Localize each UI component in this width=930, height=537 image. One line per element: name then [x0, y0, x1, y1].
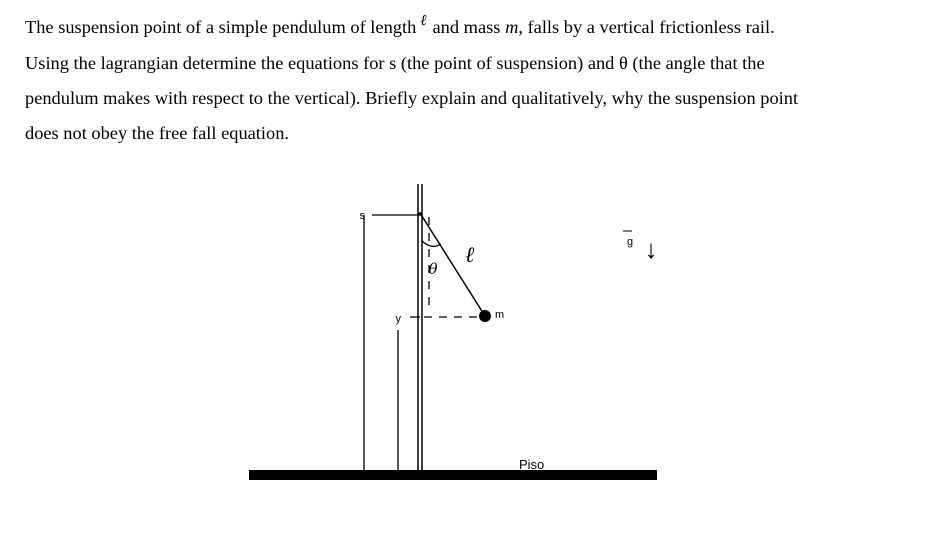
problem-text-segment: The suspension point of a simple pendulum of length [25, 17, 417, 37]
problem-line-2: Using the lagrangian determine the equations for s (the point of suspension) and θ (the angle that the [25, 53, 765, 73]
pendulum-mass [479, 310, 491, 322]
suspension-point [418, 212, 422, 216]
g-label: g [627, 236, 634, 248]
y-label: y [395, 313, 401, 325]
floor-bar [249, 470, 657, 480]
problem-line-3: pendulum makes with respect to the vertical). Briefly explain and qualitatively, why the suspension point [25, 88, 799, 108]
theta-label: θ [428, 260, 438, 278]
problem-text-segment: and mass [432, 17, 501, 37]
m-label: m [495, 309, 505, 321]
problem-line-4: does not obey the free fall equation. [25, 123, 290, 143]
ell-symbol: ℓ [420, 11, 427, 29]
ell-label: ℓ [465, 243, 475, 268]
mass-symbol: m [505, 17, 519, 37]
s-label: s [359, 210, 365, 222]
gravity-arrow-icon: ↓ [644, 234, 658, 264]
floor-label: Piso [519, 457, 545, 472]
problem-text-segment: , falls by a vertical frictionless rail. [518, 17, 775, 37]
